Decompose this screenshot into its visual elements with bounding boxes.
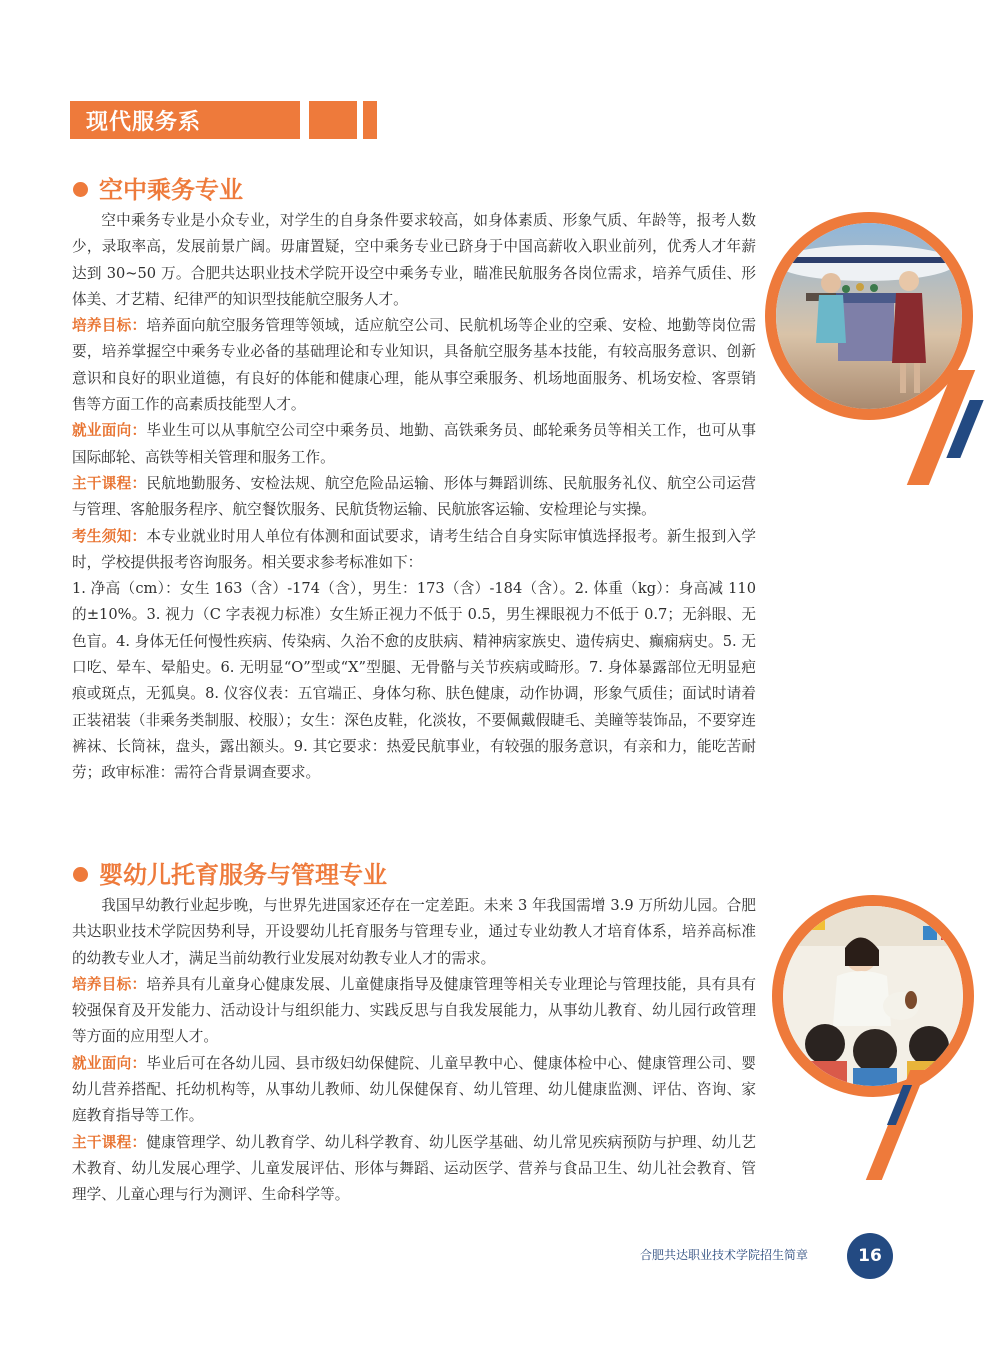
requirements-paragraph: 1. 净高（cm）：女生 163（含）-174（含），男生：173（含）-184（含）。2. 体重（kg）：身高减 110 的±10%。3. 视力（C 字表视力标准）女生矫正视力不低于 0.5，男生裸眼视力不低于 0.7；无斜眼、无色盲。4. 身体无任何慢性疾病、传染病、久治不愈的皮肤病、精神病家族史、遗传病史、癫痫病史。5. 无口吃、晕车、晕船史。6. 无明显“O”型或“X”型腿、无骨骼与关节疾病或畸形。7. 身体暴露部位无明显疤痕或斑点，无狐臭。8. 仪容仪表：五官端正、身体匀称、肤色健康，动作协调，形象气质佳；面试时请着正装裙装（非乘务类制服、校服）；女生：深色皮鞋，化淡妆，不要佩戴假睫毛、美瞳等装饰品，不要穿连裤袜、长筒袜，盘头，露出额头。9. 其它要求：热爱民航事业，有较强的服务意识，有亲和力，能吃苦耐劳；政审标准：需符合背景调查要求。 — [72, 580, 756, 782]
bullet-dot-icon — [73, 182, 88, 197]
bullet-dot-icon — [73, 867, 88, 882]
department-banner — [70, 101, 300, 139]
cabin-crew-photo — [776, 223, 962, 409]
course-label: 主干课程： — [72, 1133, 147, 1151]
career-paragraph — [72, 418, 756, 471]
section-title: 空中乘务专业 — [99, 176, 243, 204]
department-title: 现代服务系 — [86, 110, 202, 135]
goal-label: 培养目标： — [72, 975, 147, 993]
teacher-with-children-image — [783, 906, 963, 1086]
cabin-crew-photo-frame — [765, 212, 973, 420]
course-text: 健康管理学、幼儿教育学、幼儿科学教育、幼儿医学基础、幼儿常见疾病预防与护理、幼儿艺术教育、幼儿发展心理学、儿童发展评估、形体与舞蹈、运动医学、营养与食品卫生、幼儿社会教育、管理学、儿童心理与行为测评、生命科学等。 — [72, 1133, 756, 1204]
goal-text: 培养具有儿童身心健康发展、儿童健康指导及健康管理等相关专业理论与管理技能，具有具有较强保育及开发能力、活动设计与组织能力、实践反思与自我发展能力，从事幼儿教育、幼儿园行政管理等方面的应用型人才。 — [72, 975, 756, 1046]
footer-school-name: 合肥共达职业技术学院招生简章 — [640, 1248, 809, 1262]
goal-text: 培养面向航空服务管理等领域，适应航空公司、民航机场等企业的空乘、安检、地勤等岗位需要，培养掌握空中乘务专业必备的基础理论和专业知识，具备航空服务基本技能，有较高服务意识、创新意识和良好的职业道德，有良好的体能和健康心理，能从事空乘服务、机场地面服务、机场安检、客票销售等方面工作的高素质技能型人才。 — [72, 317, 756, 414]
notice-paragraph — [72, 524, 756, 577]
goal-paragraph — [72, 313, 756, 418]
flight-attendant-training-image — [776, 223, 962, 409]
childcare-photo — [783, 906, 963, 1086]
section-body-cabin-crew — [72, 208, 756, 787]
childcare-photo-frame — [772, 895, 974, 1097]
career-text: 毕业后可在各幼儿园、县市级妇幼保健院、儿童早教中心、健康体检中心、健康管理公司、婴幼儿营养搭配、托幼机构等，从事幼儿教师、幼儿保健保育、幼儿管理、幼儿健康监测、评估、咨询、家庭教育指导等工作。 — [72, 1054, 756, 1125]
intro-paragraph: 我国早幼教行业起步晚，与世界先进国家还存在一定差距。未来 3 年我国需增 3.9 万所幼儿园。合肥共达职业技术学院因势利导，开设婴幼儿托育服务与管理专业，通过专业幼教人才培育体系，培养高标准的幼教专业人才，满足当前幼教行业发展对幼教专业人才的需求。 — [72, 897, 756, 967]
section-title: 婴幼儿托育服务与管理专业 — [99, 861, 387, 889]
course-paragraph — [72, 1130, 756, 1209]
goal-paragraph — [72, 972, 756, 1051]
banner-accent-block — [309, 101, 357, 139]
section-body-childcare — [72, 893, 756, 1209]
course-paragraph — [72, 471, 756, 524]
career-paragraph — [72, 1051, 756, 1130]
career-label: 就业面向： — [72, 1054, 147, 1072]
career-label: 就业面向： — [72, 422, 147, 440]
goal-label: 培养目标： — [72, 317, 147, 335]
course-text: 民航地勤服务、安检法规、航空危险品运输、形体与舞蹈训练、民航服务礼仪、航空公司运营与管理、客舱服务程序、航空餐饮服务、民航货物运输、民航旅客运输、安检理论与实操。 — [72, 474, 756, 519]
course-label: 主干课程： — [72, 474, 147, 492]
banner-accent-bar — [363, 101, 377, 139]
notice-text: 本专业就业时用人单位有体测和面试要求，请考生结合自身实际审慎选择报考。新生报到入学时，学校提供报考咨询服务。相关要求参考标准如下： — [72, 527, 756, 571]
intro-paragraph: 空中乘务专业是小众专业，对学生的自身条件要求较高，如身体素质、形象气质、年龄等，报考人数少，录取率高，发展前景广阔。毋庸置疑，空中乘务专业已跻身于中国高薪收入职业前列，优秀人才年薪达到 30~50 万。合肥共达职业技术学院开设空中乘务专业，瞄准民航服务各岗位需求，培养气质佳、形体美、才艺精、纪律严的知识型技能航空服务人才。 — [72, 212, 756, 308]
career-text: 毕业生可以从事航空公司空中乘务员、地勤、高铁乘务员、邮轮乘务员等相关工作，也可从事国际邮轮、高铁等相关管理和服务工作。 — [72, 422, 756, 466]
page-number: 16 — [847, 1233, 893, 1279]
notice-label: 考生须知： — [72, 527, 147, 545]
